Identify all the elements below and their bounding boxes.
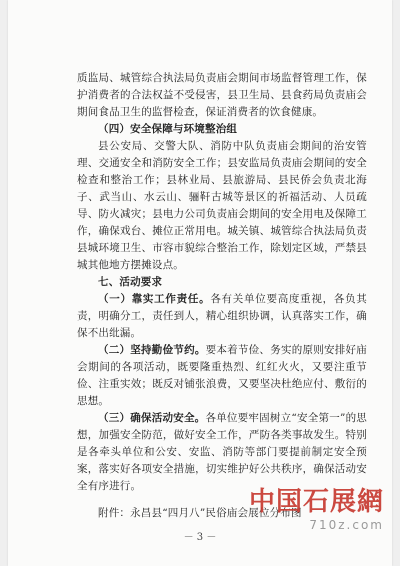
body-paragraph: 县公安局、交警大队、消防中队负责庙会期间的治安管理、交通安全和消防安全工作；县安监局负责庙会期间的安全检查和整治工作；县林业局、县旅游局、县民侨会负责北海子、武当山、水云山、骊靬古城等景区的祈福活动、人员疏导、防火减灾；县电力公司负责庙会期间的安全用电及保障工作，确保戏台、摊位正常用电。城关镇、城管综合执法局负责县城环境卫生、市容市貌综合整治工作，除划定区域，严禁县城其他地方摆摊设点。 <box>77 140 367 271</box>
body-paragraph: 质监局、城管综合执法局负责庙会期间市场监督管理工作，保护消费者的合法权益不受侵害，县卫生局、县食药局负责庙会期间食品卫生的监督检查，保证消费者的饮食健康。 <box>77 72 367 118</box>
attachment-note: 附件：永昌县“四月八”民俗庙会展位分布图 <box>98 507 302 519</box>
watermark-logo: 中国石展網 <box>248 487 384 517</box>
section-heading: （四）安全保障与环境整治组 <box>98 123 238 135</box>
watermark <box>249 488 384 532</box>
requirement-text: 各单位要牢固树立“安全第一”的思想，加强安全防范，做好安全工作，严防各类事故发生。特别是各牵头单位和公安、安监、消防等部门要提前制定安全预案，落实好各项安全措施，切实维护好公共秩序，确保活动安全有序进行。 <box>77 412 368 492</box>
requirement-text: 各有关单位要高度重视，各负其责，明确分工，责任到人，精心组织协调，认真落实工作，确保不出纰漏。 <box>77 293 368 339</box>
document-page <box>8 0 392 566</box>
requirement-paragraph <box>77 291 367 342</box>
requirement-lead: （三）确保活动安全。 <box>98 412 206 424</box>
watermark-url: 710z.com <box>309 518 384 532</box>
requirement-paragraph <box>77 342 367 410</box>
requirement-text: 要本着节俭、务实的原则安排好庙会期间的各项活动，既要隆重热烈、红红火火，又要注重节俭、注重实效；既反对铺张浪费，又要坚决杜绝应付、敷衍的思想。 <box>77 344 367 407</box>
document-body <box>77 70 367 522</box>
requirement-lead: （二）坚持勤俭节约。 <box>98 344 206 356</box>
page-number: － 3 － <box>183 532 217 543</box>
requirement-paragraph <box>77 410 367 495</box>
requirement-lead: （一）靠实工作责任。 <box>98 293 211 305</box>
section-heading: 七、活动要求 <box>98 276 163 288</box>
